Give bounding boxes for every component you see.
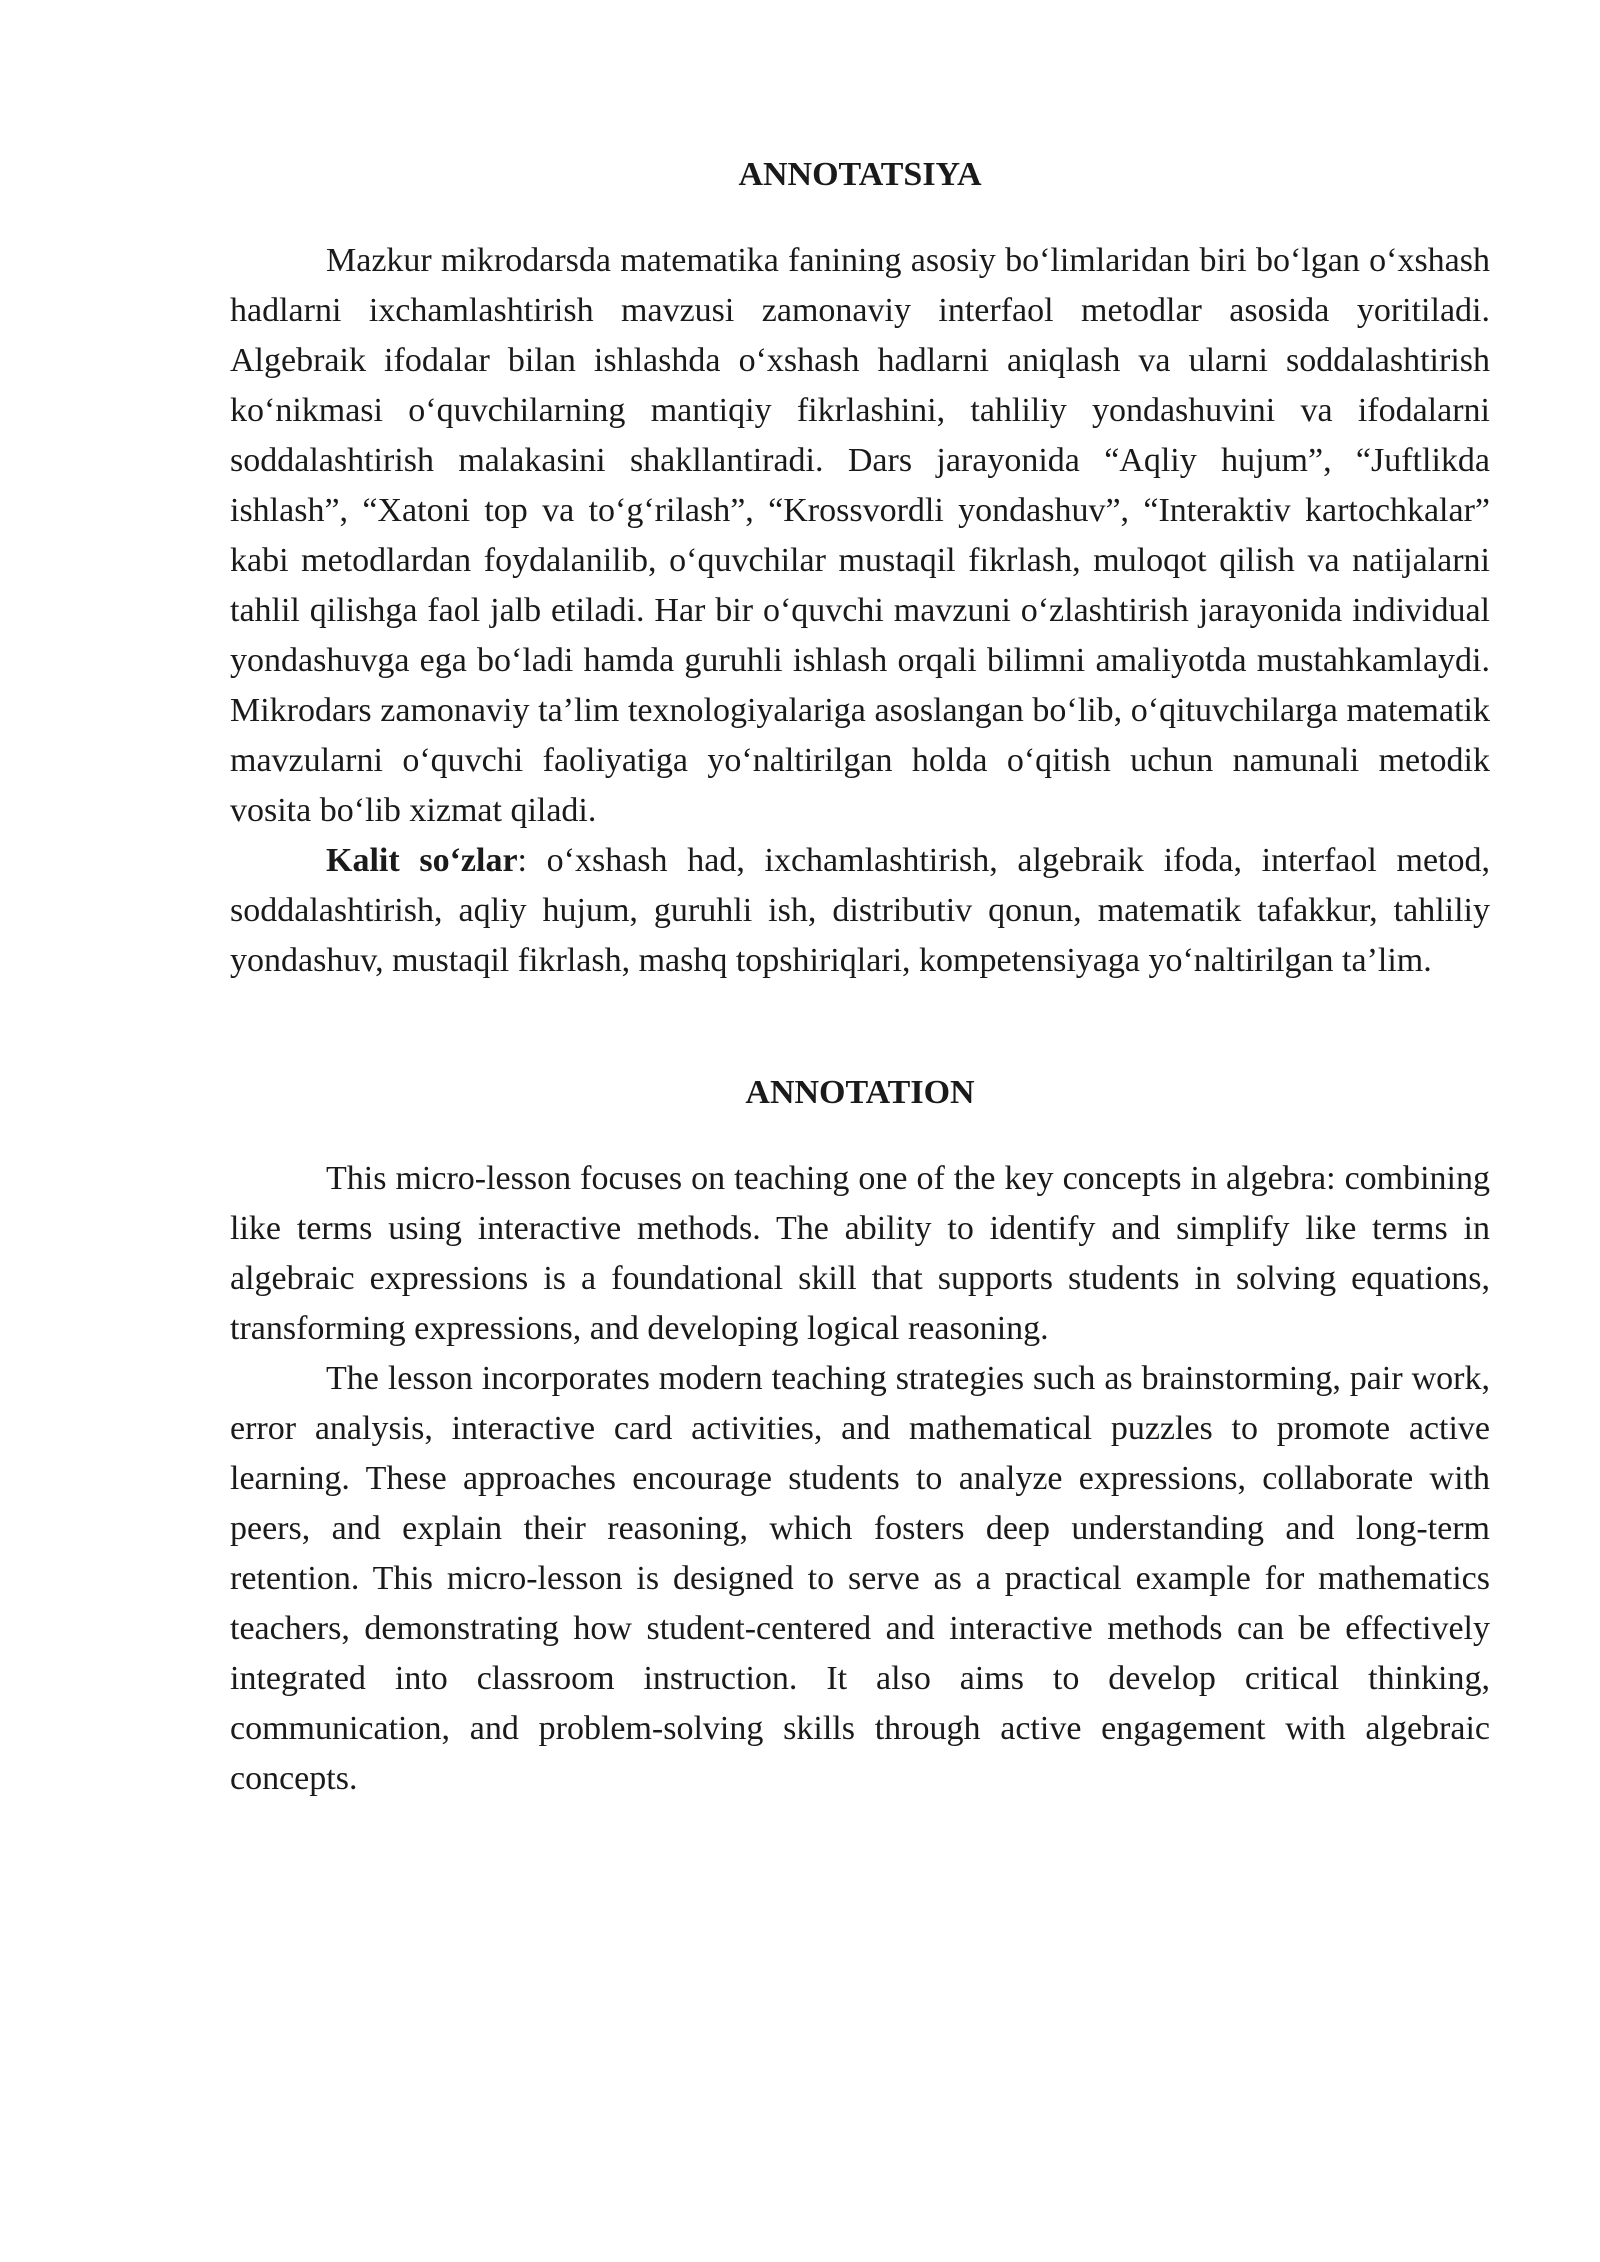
annotation-heading: ANNOTATION	[745, 1074, 975, 1111]
annotatsiya-paragraph: Mazkur mikrodarsda matematika fanining asosiy bo‘limlaridan biri bo‘lgan o‘xshash hadlarni ixchamlashtirish mavzusi zamonaviy interfaol metodlar asosida yoritiladi. Algebraik ifodalar bilan ishlashda o‘xshash hadlarni aniqlash va ularni soddalashtirish ko‘nikmasi o‘quvchilarning mantiqiy fikrlashini, tahliliy yondashuvini va ifodalarni soddalashtirish malakasini shakllantiradi. Dars jarayonida “Aqliy hujum”, “Juftlikda ishlash”, “Xatoni top va to‘g‘rilash”, “Krossvordli yondashuv”, “Interaktiv kartochkalar” kabi metodlardan foydalanilib, o‘quvchilar mustaqil fikrlash, muloqot qilish va natijalarni tahlil qilishga faol jalb etiladi. Har bir o‘quvchi mavzuni o‘zlashtirish jarayonida individual yondashuvga ega bo‘ladi hamda guruhli ishlash orqali bilimni amaliyotda mustahkamlaydi. Mikrodars zamonaviy ta’lim texnologiyalariga asoslangan bo‘lib, o‘qituvchilarga matematik mavzularni o‘quvchi faoliyatiga yo‘naltirilgan holda o‘qitish uchun namunali metodik vosita bo‘lib xizmat qiladi.	[230, 242, 1490, 829]
keywords-label: Kalit so‘zlar	[326, 842, 518, 879]
document-page	[230, 150, 1490, 1804]
keywords-text: : o‘xshash had, ixchamlashtirish, algebraik ifoda, interfaol metod, soddalashtirish, aqliy hujum, guruhli ish, distributiv qonun, matematik tafakkur, tahliliy yondashuv, mustaqil fikrlash, mashq topshiriqlari, kompetensiyaga yo‘naltirilgan ta’lim.	[230, 842, 1490, 979]
annotation-paragraph-1: This micro-lesson focuses on teaching one of the key concepts in algebra: combining like terms using interactive methods. The ability to identify and simplify like terms in algebraic expressions is a foundational skill that supports students in solving equations, transforming expressions, and developing logical reasoning.	[230, 1160, 1490, 1347]
annotatsiya-heading: ANNOTATSIYA	[738, 156, 982, 193]
keywords-paragraph	[230, 836, 1490, 986]
annotation-paragraph-2: The lesson incorporates modern teaching strategies such as brainstorming, pair work, error analysis, interactive card activities, and mathematical puzzles to promote active learning. These approaches encourage students to analyze expressions, collaborate with peers, and explain their reasoning, which fosters deep understanding and long-term retention. This micro-lesson is designed to serve as a practical example for mathematics teachers, demonstrating how student-centered and interactive methods can be effectively integrated into classroom instruction. It also aims to develop critical thinking, communication, and problem-solving skills through active engagement with algebraic concepts.	[230, 1360, 1490, 1797]
